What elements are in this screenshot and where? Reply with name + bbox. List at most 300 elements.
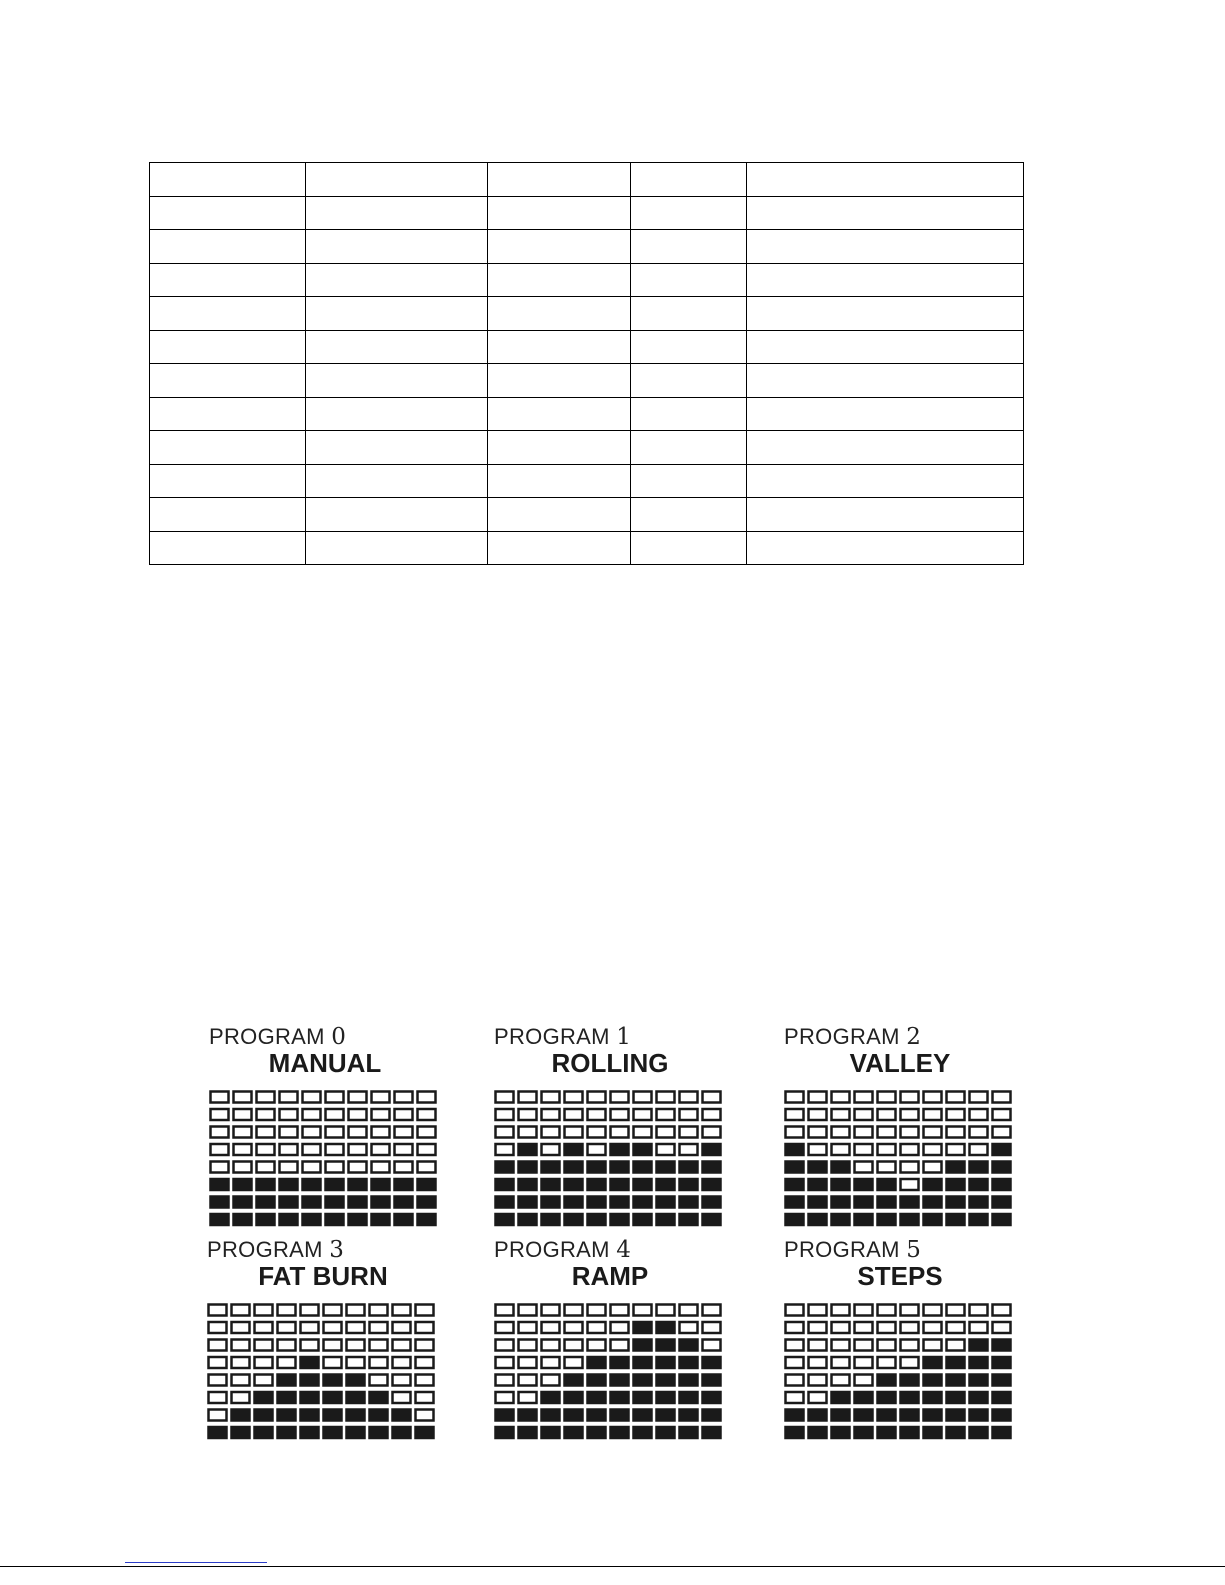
led-segment-on bbox=[257, 1214, 275, 1225]
led-segment-off bbox=[878, 1144, 896, 1155]
led-segment-off bbox=[370, 1357, 388, 1368]
led-segment-off bbox=[232, 1392, 250, 1403]
led-segment-on bbox=[211, 1214, 229, 1225]
led-segment-off bbox=[255, 1305, 273, 1316]
footer-rule bbox=[0, 1566, 1225, 1567]
led-segment-on bbox=[565, 1410, 583, 1421]
table-cell bbox=[306, 498, 488, 532]
led-segment-on bbox=[542, 1427, 560, 1438]
led-segment-off bbox=[809, 1340, 827, 1351]
program-name: STEPS bbox=[857, 1261, 943, 1291]
table-cell bbox=[631, 397, 747, 431]
led-segment-off bbox=[611, 1127, 629, 1138]
led-segment-on bbox=[924, 1410, 942, 1421]
table-row bbox=[150, 397, 1024, 431]
led-segment-on bbox=[657, 1340, 675, 1351]
led-segment-off bbox=[786, 1322, 804, 1333]
led-segment-on bbox=[611, 1179, 629, 1190]
profile-grid bbox=[209, 1090, 441, 1230]
program-name: MANUAL bbox=[268, 1048, 382, 1078]
profile-grid bbox=[207, 1303, 439, 1443]
led-segment-off bbox=[878, 1340, 896, 1351]
led-segment-off bbox=[326, 1144, 344, 1155]
table-row bbox=[150, 330, 1024, 364]
program-name: ROLLING bbox=[551, 1048, 669, 1078]
led-segment-off bbox=[496, 1144, 514, 1155]
table-cell bbox=[631, 263, 747, 297]
led-segment-on bbox=[809, 1427, 827, 1438]
led-segment-on bbox=[878, 1197, 896, 1208]
led-segment-on bbox=[703, 1144, 721, 1155]
table-cell bbox=[150, 531, 306, 565]
led-segment-off bbox=[232, 1357, 250, 1368]
led-segment-on bbox=[680, 1375, 698, 1386]
table-cell bbox=[306, 330, 488, 364]
led-segment-on bbox=[855, 1179, 873, 1190]
led-segment-on bbox=[680, 1392, 698, 1403]
table-cell bbox=[150, 498, 306, 532]
led-segment-on bbox=[565, 1392, 583, 1403]
led-segment-on bbox=[786, 1427, 804, 1438]
program-name: VALLEY bbox=[849, 1048, 951, 1078]
led-segment-on bbox=[347, 1410, 365, 1421]
led-segment-off bbox=[832, 1340, 850, 1351]
led-segment-off bbox=[786, 1305, 804, 1316]
table-cell bbox=[631, 364, 747, 398]
led-segment-off bbox=[901, 1127, 919, 1138]
led-segment-on bbox=[680, 1357, 698, 1368]
led-segment-off bbox=[947, 1340, 965, 1351]
led-segment-off bbox=[809, 1109, 827, 1120]
led-segment-off bbox=[832, 1322, 850, 1333]
led-segment-off bbox=[326, 1162, 344, 1173]
led-segment-on bbox=[970, 1197, 988, 1208]
led-segment-off bbox=[418, 1127, 436, 1138]
led-segment-on bbox=[519, 1179, 537, 1190]
program-number: 0 bbox=[331, 1024, 347, 1050]
table-cell bbox=[747, 464, 1024, 498]
led-segment-off bbox=[634, 1127, 652, 1138]
table-row bbox=[150, 464, 1024, 498]
led-segment-off bbox=[496, 1357, 514, 1368]
led-segment-on bbox=[324, 1427, 342, 1438]
led-segment-off bbox=[993, 1109, 1011, 1120]
led-segment-on bbox=[993, 1144, 1011, 1155]
led-segment-off bbox=[947, 1322, 965, 1333]
led-segment-on bbox=[947, 1179, 965, 1190]
table-cell bbox=[150, 364, 306, 398]
led-segment-off bbox=[372, 1144, 390, 1155]
led-segment-on bbox=[832, 1197, 850, 1208]
table-cell bbox=[306, 364, 488, 398]
table-cell bbox=[488, 263, 631, 297]
led-segment-off bbox=[970, 1109, 988, 1120]
led-segment-off bbox=[970, 1144, 988, 1155]
led-segment-off bbox=[349, 1144, 367, 1155]
led-segment-on bbox=[855, 1214, 873, 1225]
table-cell bbox=[747, 531, 1024, 565]
led-segment-off bbox=[611, 1340, 629, 1351]
led-segment-off bbox=[211, 1127, 229, 1138]
table-cell bbox=[631, 163, 747, 197]
led-segment-off bbox=[393, 1322, 411, 1333]
led-segment-on bbox=[878, 1375, 896, 1386]
led-segment-off bbox=[588, 1322, 606, 1333]
led-segment-off bbox=[993, 1322, 1011, 1333]
led-segment-on bbox=[257, 1179, 275, 1190]
led-segment-off bbox=[565, 1340, 583, 1351]
led-segment-on bbox=[280, 1197, 298, 1208]
led-segment-off bbox=[496, 1305, 514, 1316]
led-segment-on bbox=[657, 1322, 675, 1333]
led-segment-on bbox=[970, 1427, 988, 1438]
led-segment-off bbox=[519, 1357, 537, 1368]
led-segment-off bbox=[519, 1392, 537, 1403]
led-segment-off bbox=[588, 1127, 606, 1138]
led-segment-off bbox=[947, 1144, 965, 1155]
led-segment-off bbox=[372, 1162, 390, 1173]
led-segment-on bbox=[519, 1410, 537, 1421]
led-segment-on bbox=[588, 1427, 606, 1438]
led-segment-off bbox=[255, 1375, 273, 1386]
led-segment-off bbox=[542, 1375, 560, 1386]
led-segment-off bbox=[255, 1357, 273, 1368]
led-segment-on bbox=[303, 1197, 321, 1208]
led-segment-on bbox=[347, 1392, 365, 1403]
led-segment-off bbox=[372, 1127, 390, 1138]
led-segment-on bbox=[326, 1214, 344, 1225]
led-segment-on bbox=[278, 1427, 296, 1438]
led-segment-on bbox=[496, 1179, 514, 1190]
table-cell bbox=[631, 431, 747, 465]
led-segment-off bbox=[565, 1305, 583, 1316]
led-segment-off bbox=[393, 1305, 411, 1316]
table-cell bbox=[747, 196, 1024, 230]
led-segment-on bbox=[370, 1392, 388, 1403]
led-segment-on bbox=[657, 1427, 675, 1438]
led-segment-off bbox=[901, 1179, 919, 1190]
led-segment-on bbox=[542, 1392, 560, 1403]
table-cell bbox=[306, 464, 488, 498]
led-segment-off bbox=[395, 1144, 413, 1155]
led-segment-on bbox=[588, 1392, 606, 1403]
led-segment-off bbox=[924, 1109, 942, 1120]
led-segment-off bbox=[395, 1162, 413, 1173]
led-segment-on bbox=[878, 1410, 896, 1421]
led-segment-on bbox=[657, 1214, 675, 1225]
led-segment-on bbox=[542, 1197, 560, 1208]
led-segment-off bbox=[809, 1144, 827, 1155]
led-segment-on bbox=[970, 1410, 988, 1421]
led-segment-off bbox=[924, 1340, 942, 1351]
led-segment-on bbox=[301, 1410, 319, 1421]
led-segment-on bbox=[970, 1162, 988, 1173]
led-segment-on bbox=[657, 1410, 675, 1421]
led-segment-on bbox=[542, 1162, 560, 1173]
led-segment-on bbox=[703, 1197, 721, 1208]
led-segment-on bbox=[657, 1179, 675, 1190]
table-cell bbox=[488, 230, 631, 264]
led-segment-off bbox=[855, 1375, 873, 1386]
led-segment-off bbox=[970, 1305, 988, 1316]
led-segment-off bbox=[832, 1375, 850, 1386]
led-segment-off bbox=[542, 1109, 560, 1120]
table-cell bbox=[747, 163, 1024, 197]
led-segment-on bbox=[565, 1162, 583, 1173]
table-cell bbox=[306, 297, 488, 331]
led-segment-on bbox=[588, 1410, 606, 1421]
led-segment-on bbox=[901, 1375, 919, 1386]
footer-link-underline[interactable] bbox=[125, 1562, 267, 1563]
led-segment-on bbox=[211, 1197, 229, 1208]
led-segment-off bbox=[878, 1092, 896, 1103]
led-segment-on bbox=[786, 1410, 804, 1421]
led-segment-off bbox=[393, 1375, 411, 1386]
led-segment-off bbox=[232, 1305, 250, 1316]
led-segment-off bbox=[565, 1322, 583, 1333]
led-segment-on bbox=[901, 1197, 919, 1208]
led-segment-on bbox=[418, 1179, 436, 1190]
led-segment-on bbox=[611, 1392, 629, 1403]
led-segment-off bbox=[809, 1127, 827, 1138]
led-segment-off bbox=[278, 1357, 296, 1368]
led-segment-off bbox=[855, 1092, 873, 1103]
led-segment-on bbox=[970, 1392, 988, 1403]
led-segment-on bbox=[278, 1392, 296, 1403]
led-segment-on bbox=[680, 1340, 698, 1351]
led-segment-on bbox=[496, 1162, 514, 1173]
led-segment-off bbox=[993, 1092, 1011, 1103]
led-segment-off bbox=[280, 1162, 298, 1173]
led-segment-on bbox=[349, 1179, 367, 1190]
table-cell bbox=[488, 531, 631, 565]
led-segment-off bbox=[588, 1305, 606, 1316]
led-segment-off bbox=[324, 1322, 342, 1333]
led-segment-off bbox=[372, 1109, 390, 1120]
led-segment-on bbox=[418, 1197, 436, 1208]
led-segment-on bbox=[703, 1427, 721, 1438]
led-segment-on bbox=[993, 1427, 1011, 1438]
led-segment-off bbox=[255, 1340, 273, 1351]
led-segment-off bbox=[519, 1375, 537, 1386]
led-segment-on bbox=[703, 1375, 721, 1386]
led-segment-off bbox=[418, 1109, 436, 1120]
led-segment-on bbox=[416, 1427, 434, 1438]
led-segment-on bbox=[232, 1410, 250, 1421]
led-segment-on bbox=[703, 1179, 721, 1190]
led-segment-off bbox=[809, 1305, 827, 1316]
led-segment-on bbox=[542, 1410, 560, 1421]
led-segment-off bbox=[542, 1322, 560, 1333]
led-segment-on bbox=[519, 1162, 537, 1173]
led-segment-off bbox=[855, 1340, 873, 1351]
table-cell bbox=[488, 464, 631, 498]
led-segment-off bbox=[347, 1305, 365, 1316]
led-segment-on bbox=[232, 1427, 250, 1438]
led-segment-off bbox=[588, 1144, 606, 1155]
led-segment-on bbox=[680, 1427, 698, 1438]
led-segment-off bbox=[809, 1375, 827, 1386]
program-label: PROGRAM 5 bbox=[784, 1237, 922, 1263]
led-segment-on bbox=[211, 1179, 229, 1190]
led-segment-off bbox=[234, 1092, 252, 1103]
led-segment-off bbox=[970, 1127, 988, 1138]
led-segment-on bbox=[565, 1214, 583, 1225]
led-segment-on bbox=[878, 1392, 896, 1403]
led-segment-off bbox=[657, 1305, 675, 1316]
led-segment-off bbox=[809, 1357, 827, 1368]
led-segment-on bbox=[924, 1179, 942, 1190]
led-segment-off bbox=[542, 1127, 560, 1138]
led-segment-on bbox=[588, 1179, 606, 1190]
led-segment-on bbox=[347, 1427, 365, 1438]
led-segment-off bbox=[209, 1322, 227, 1333]
led-segment-on bbox=[611, 1427, 629, 1438]
led-segment-on bbox=[993, 1340, 1011, 1351]
led-segment-off bbox=[416, 1305, 434, 1316]
led-segment-on bbox=[809, 1162, 827, 1173]
led-segment-on bbox=[680, 1214, 698, 1225]
led-segment-off bbox=[209, 1305, 227, 1316]
led-segment-on bbox=[301, 1357, 319, 1368]
led-segment-off bbox=[418, 1144, 436, 1155]
led-segment-off bbox=[234, 1127, 252, 1138]
led-segment-on bbox=[970, 1340, 988, 1351]
table-cell bbox=[306, 263, 488, 297]
led-segment-on bbox=[234, 1214, 252, 1225]
led-segment-on bbox=[947, 1375, 965, 1386]
led-segment-off bbox=[257, 1144, 275, 1155]
led-segment-on bbox=[565, 1144, 583, 1155]
led-segment-on bbox=[657, 1392, 675, 1403]
led-segment-off bbox=[370, 1340, 388, 1351]
led-segment-off bbox=[349, 1127, 367, 1138]
led-segment-off bbox=[496, 1375, 514, 1386]
led-segment-on bbox=[565, 1197, 583, 1208]
led-segment-on bbox=[303, 1214, 321, 1225]
led-segment-on bbox=[947, 1410, 965, 1421]
led-segment-off bbox=[611, 1305, 629, 1316]
led-segment-off bbox=[416, 1340, 434, 1351]
led-segment-off bbox=[211, 1144, 229, 1155]
led-segment-on bbox=[947, 1214, 965, 1225]
led-segment-on bbox=[809, 1410, 827, 1421]
led-segment-off bbox=[832, 1127, 850, 1138]
table-row bbox=[150, 196, 1024, 230]
led-segment-off bbox=[519, 1109, 537, 1120]
led-segment-on bbox=[832, 1214, 850, 1225]
led-segment-on bbox=[657, 1375, 675, 1386]
led-segment-on bbox=[993, 1392, 1011, 1403]
table-cell bbox=[488, 297, 631, 331]
program-label: PROGRAM 2 bbox=[784, 1024, 922, 1050]
led-segment-on bbox=[611, 1357, 629, 1368]
program-number: 1 bbox=[616, 1024, 632, 1050]
led-segment-on bbox=[970, 1357, 988, 1368]
table-cell bbox=[631, 464, 747, 498]
empty-table bbox=[149, 162, 1024, 565]
led-segment-on bbox=[234, 1197, 252, 1208]
led-segment-off bbox=[542, 1357, 560, 1368]
led-segment-off bbox=[703, 1127, 721, 1138]
program-number: 4 bbox=[616, 1237, 632, 1263]
led-segment-on bbox=[855, 1197, 873, 1208]
led-segment-off bbox=[901, 1357, 919, 1368]
led-segment-off bbox=[211, 1092, 229, 1103]
table-cell bbox=[631, 297, 747, 331]
led-segment-off bbox=[257, 1092, 275, 1103]
table-cell bbox=[306, 163, 488, 197]
program-name: FAT BURN bbox=[258, 1261, 388, 1291]
led-segment-off bbox=[519, 1127, 537, 1138]
table-cell bbox=[631, 196, 747, 230]
led-segment-off bbox=[257, 1162, 275, 1173]
led-segment-off bbox=[496, 1127, 514, 1138]
led-segment-on bbox=[703, 1392, 721, 1403]
led-segment-on bbox=[278, 1410, 296, 1421]
led-segment-on bbox=[395, 1197, 413, 1208]
led-segment-off bbox=[786, 1109, 804, 1120]
led-segment-on bbox=[372, 1197, 390, 1208]
led-segment-on bbox=[901, 1410, 919, 1421]
led-segment-off bbox=[901, 1162, 919, 1173]
led-segment-on bbox=[634, 1357, 652, 1368]
led-segment-on bbox=[565, 1179, 583, 1190]
led-segment-off bbox=[657, 1109, 675, 1120]
led-segment-off bbox=[496, 1340, 514, 1351]
led-segment-off bbox=[832, 1144, 850, 1155]
led-segment-off bbox=[878, 1127, 896, 1138]
led-segment-on bbox=[496, 1214, 514, 1225]
led-segment-off bbox=[324, 1357, 342, 1368]
led-segment-off bbox=[303, 1144, 321, 1155]
led-segment-off bbox=[588, 1092, 606, 1103]
led-segment-off bbox=[393, 1357, 411, 1368]
led-segment-on bbox=[280, 1214, 298, 1225]
led-segment-on bbox=[809, 1197, 827, 1208]
led-segment-on bbox=[588, 1375, 606, 1386]
table-cell bbox=[150, 464, 306, 498]
led-segment-off bbox=[947, 1092, 965, 1103]
led-segment-off bbox=[855, 1109, 873, 1120]
led-segment-on bbox=[611, 1162, 629, 1173]
led-segment-on bbox=[611, 1375, 629, 1386]
led-segment-on bbox=[588, 1197, 606, 1208]
led-segment-off bbox=[496, 1092, 514, 1103]
led-segment-off bbox=[901, 1092, 919, 1103]
led-segment-off bbox=[347, 1322, 365, 1333]
led-segment-on bbox=[349, 1214, 367, 1225]
led-segment-on bbox=[611, 1144, 629, 1155]
led-segment-off bbox=[832, 1109, 850, 1120]
led-segment-off bbox=[349, 1109, 367, 1120]
led-segment-on bbox=[993, 1214, 1011, 1225]
led-segment-on bbox=[878, 1179, 896, 1190]
led-segment-off bbox=[786, 1127, 804, 1138]
table-cell bbox=[306, 397, 488, 431]
led-segment-off bbox=[280, 1109, 298, 1120]
led-segment-off bbox=[209, 1340, 227, 1351]
led-segment-on bbox=[395, 1214, 413, 1225]
led-segment-off bbox=[303, 1092, 321, 1103]
led-segment-off bbox=[542, 1144, 560, 1155]
led-segment-on bbox=[588, 1214, 606, 1225]
led-segment-on bbox=[634, 1427, 652, 1438]
led-segment-on bbox=[786, 1144, 804, 1155]
led-segment-off bbox=[970, 1322, 988, 1333]
led-segment-on bbox=[703, 1214, 721, 1225]
led-segment-on bbox=[255, 1427, 273, 1438]
